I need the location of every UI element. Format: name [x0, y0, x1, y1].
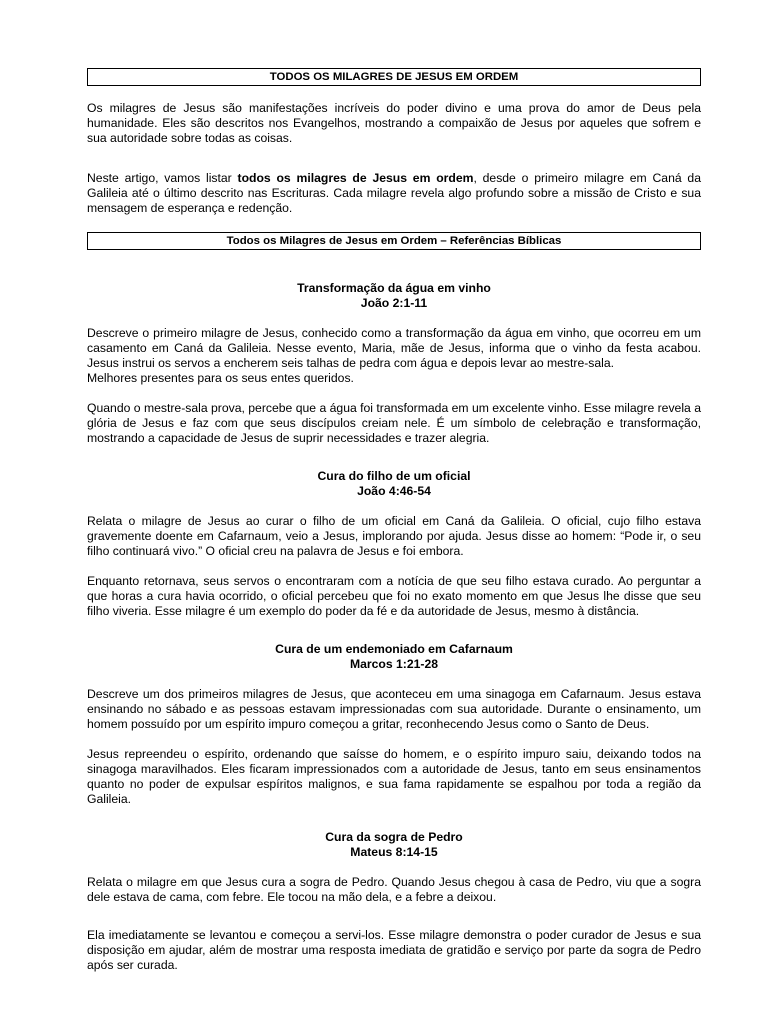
intro-paragraph-1: Os milagres de Jesus são manifestações incríveis do poder divino e uma prova do amor de Deus pela humanidade. Eles são descritos nos Evangelhos, mostrando a compaixão de Jesus por aqueles que sofrem e sua autoridade sobre todas as coisas. [87, 101, 701, 145]
intro-paragraph-2 [87, 171, 701, 216]
miracle-title: Cura do filho de um oficial [317, 469, 471, 483]
miracle-paragraph-2: Enquanto retornava, seus servos o encontraram com a notícia de que seu filho estava curado. Ao perguntar a que horas a cura havia ocorrido, o oficial percebeu que foi no exato momento em que Jesus lhe disse que seu filho viveria. Esse milagre é um exemplo do poder da fé e da autoridade de Jesus, mesmo à distância. [87, 574, 701, 618]
miracle-section [87, 642, 701, 807]
promo-line: Melhores presentes para os seus entes queridos. [87, 371, 354, 385]
miracle-paragraph-1: Relata o milagre em que Jesus cura a sogra de Pedro. Quando Jesus chegou à casa de Pedro, viu que a sogra dele estava de cama, com febre. Ele tocou na mão dela, e a febre a deixou. [87, 875, 701, 904]
document-title: TODOS OS MILAGRES DE JESUS EM ORDEM [87, 68, 701, 86]
miracle-paragraph-1-text: Descreve o primeiro milagre de Jesus, conhecido como a transformação da água em vinho, que ocorreu em um casamento em Caná da Galileia. Nesse evento, Maria, mãe de Jesus, informa que o vinho da festa acabou. Jesus instrui os servos a encherem seis talhas de pedra com água e depois levar ao mestre-sala. [87, 326, 701, 370]
miracle-reference: João 4:46-54 [357, 484, 431, 498]
miracle-section [87, 281, 701, 446]
miracle-paragraph-2: Ela imediatamente se levantou e começou a servi-los. Esse milagre demonstra o poder curador de Jesus e sua disposição em ajudar, além de mostrar uma resposta imediata de gratidão e serviço por parte da sogra de Pedro após ser curada. [87, 928, 701, 972]
miracle-title: Cura da sogra de Pedro [325, 830, 463, 844]
miracle-title: Transformação da água em vinho [297, 281, 491, 295]
miracle-paragraph-1 [87, 326, 701, 386]
miracle-reference: Marcos 1:21-28 [349, 657, 439, 671]
intro-paragraph-2-highlight: todos os milagres de Jesus em ordem [237, 171, 474, 185]
miracle-section [87, 469, 701, 619]
miracle-paragraph-2: Quando o mestre-sala prova, percebe que a água foi transformada em um excelente vinho. Esse milagre revela a glória de Jesus e faz com que seus discípulos creiam nele. É um símbolo de celebração e transformação, mostrando a capacidade de Jesus de suprir necessidades e trazer alegria. [87, 401, 701, 445]
miracle-paragraph-1: Descreve um dos primeiros milagres de Jesus, que aconteceu em uma sinagoga em Cafarnaum. Jesus estava ensinando no sábado e as pessoas estavam impressionadas com sua autoridade. Durante o ensinamento, um homem possuído por um espírito impuro começou a gritar, reconhecendo Jesus como o Santo de Deus. [87, 687, 701, 731]
miracle-reference: João 2:1-11 [360, 296, 428, 310]
intro-paragraph-2-rest: , desde o primeiro milagre em Caná da Galileia até o último descrito nas Escrituras. Cada milagre revela algo profundo sobre a missão de Cristo e sua mensagem de esperança e redenção. [87, 171, 701, 215]
miracle-section [87, 830, 701, 973]
references-heading: Todos os Milagres de Jesus em Ordem – Referências Bíblicas [87, 232, 701, 250]
document-page [87, 68, 701, 973]
miracle-paragraph-1: Relata o milagre de Jesus ao curar o filho de um oficial em Caná da Galileia. O oficial, cujo filho estava gravemente doente em Cafarnaum, veio a Jesus, implorando por ajuda. Jesus disse ao homem: “Pode ir, o seu filho continuará vivo.” O oficial creu na palavra de Jesus e foi embora. [87, 514, 701, 558]
miracle-reference: Mateus 8:14-15 [350, 845, 438, 859]
miracle-title: Cura de um endemoniado em Cafarnaum [275, 642, 513, 656]
intro-paragraph-2-lead: Neste artigo, vamos listar [87, 171, 238, 185]
miracle-paragraph-2: Jesus repreendeu o espírito, ordenando que saísse do homem, e o espírito impuro saiu, deixando todos na sinagoga maravilhados. Eles ficaram impressionados com a autoridade de Jesus, tanto em seus ensinamentos quanto no poder de expulsar espíritos malignos, e sua fama rapidamente se espalhou por toda a região da Galileia. [87, 747, 701, 806]
